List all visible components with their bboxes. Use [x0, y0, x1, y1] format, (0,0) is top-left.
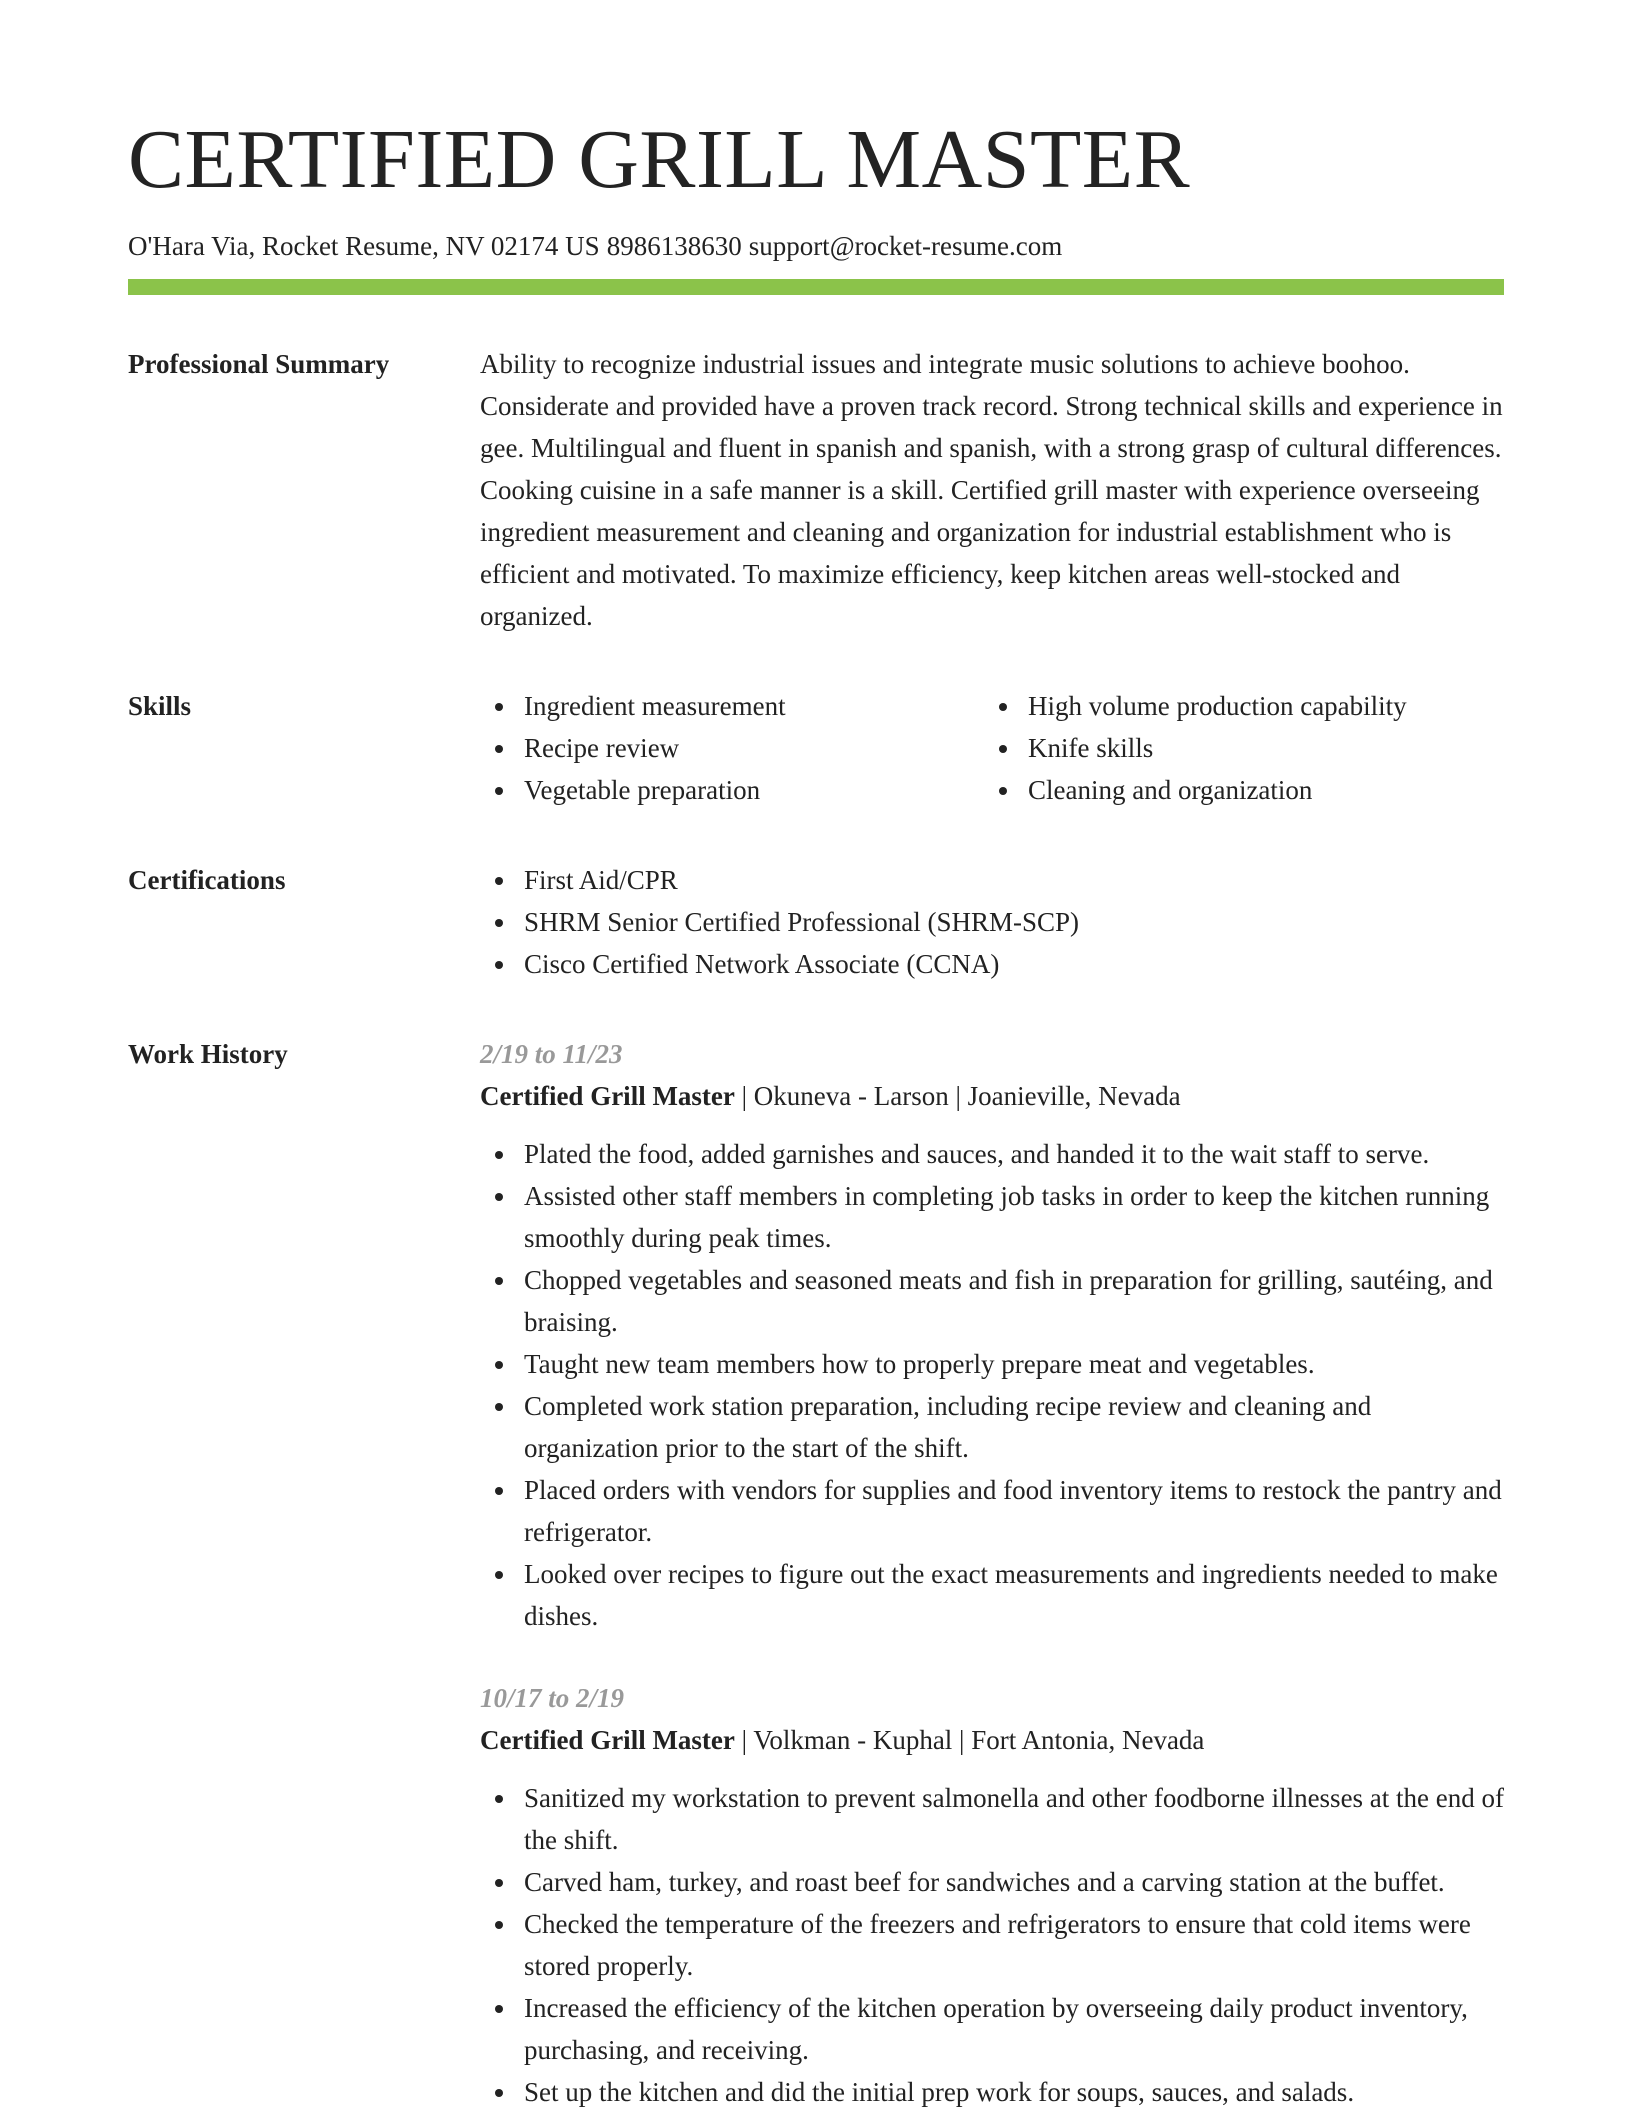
skills-list-right [984, 685, 1488, 811]
job-bullets [480, 1777, 1504, 2113]
job-title: Certified Grill Master [480, 1081, 735, 1112]
job-bullet: Increased the efficiency of the kitchen operation by overseeing daily product inventory, purchasing, and receiving. [480, 1987, 1504, 2071]
contact-email: support@rocket-resume.com [748, 231, 1063, 261]
job-details: | Volkman - Kuphal | Fort Antonia, Nevada [734, 1725, 1205, 1756]
job-bullet: Plated the food, added garnishes and sauces, and handed it to the wait staff to serve. [480, 1133, 1504, 1175]
contact-phone: 8986138630 [606, 231, 742, 261]
skill-item: Knife skills [984, 727, 1488, 769]
certification-item: First Aid/CPR [480, 859, 1504, 901]
job-bullet: Placed orders with vendors for supplies and food inventory items to restock the pantry and refrigerator. [480, 1469, 1504, 1553]
skills-content [480, 685, 1504, 811]
job-bullet: Sanitized my workstation to prevent salmonella and other foodborne illnesses at the end of the shift. [480, 1777, 1504, 1861]
certification-item: SHRM Senior Certified Professional (SHRM-SCP) [480, 901, 1504, 943]
job-bullet: Set up the kitchen and did the initial prep work for soups, sauces, and salads. [480, 2071, 1504, 2113]
summary-content [480, 343, 1504, 637]
skills-label: Skills [128, 691, 192, 722]
summary-section [128, 343, 1504, 637]
work-history-label: Work History [128, 1039, 288, 1070]
summary-text: Ability to recognize industrial issues and integrate music solutions to achieve boohoo. Considerate and provided have a proven track record. Strong technical skills and experience in gee. Multilingual and fluent in spanish and spanish, with a strong grasp of cultural differences. Cooking cuisine in a safe manner is a skill. Certified grill master with experience overseeing ingredient measurement and cleaning and organization for industrial establishment who is efficient and motivated. To maximize efficiency, keep kitchen areas well-stocked and organized. [480, 349, 1503, 632]
work-history-section [128, 1033, 1504, 2113]
contact-line [128, 230, 1504, 262]
skills-section [128, 685, 1504, 811]
summary-label: Professional Summary [128, 349, 390, 380]
job-bullets [480, 1133, 1504, 1637]
accent-divider [128, 279, 1504, 295]
job-dates: 10/17 to 2/19 [480, 1683, 625, 1714]
job-role-line [480, 1719, 1504, 1761]
job-bullet: Checked the temperature of the freezers and refrigerators to ensure that cold items were stored properly. [480, 1903, 1504, 1987]
skill-item: Ingredient measurement [480, 685, 984, 727]
skill-item: High volume production capability [984, 685, 1488, 727]
job-bullet: Assisted other staff members in completing job tasks in order to keep the kitchen running smoothly during peak times. [480, 1175, 1504, 1259]
job-details: | Okuneva - Larson | Joanieville, Nevada [734, 1081, 1181, 1112]
job-bullet: Looked over recipes to figure out the exact measurements and ingredients needed to make dishes. [480, 1553, 1504, 1637]
certifications-section [128, 859, 1504, 985]
job-bullet: Taught new team members how to properly prepare meat and vegetables. [480, 1343, 1504, 1385]
job-entry [480, 1677, 1504, 2113]
skill-item: Vegetable preparation [480, 769, 984, 811]
job-bullet: Completed work station preparation, including recipe review and cleaning and organization prior to the start of the shift. [480, 1385, 1504, 1469]
resume-page [128, 113, 1505, 2113]
job-bullet: Carved ham, turkey, and roast beef for sandwiches and a carving station at the buffet. [480, 1861, 1504, 1903]
certifications-list [480, 859, 1504, 985]
job-title: Certified Grill Master [480, 1725, 735, 1756]
work-history-content [480, 1033, 1504, 2113]
certifications-label: Certifications [128, 865, 286, 896]
job-dates: 2/19 to 11/23 [480, 1039, 623, 1070]
resume-name-heading: CERTIFIED GRILL MASTER [128, 113, 1191, 206]
job-role-line [480, 1075, 1504, 1117]
job-entry [480, 1033, 1504, 1637]
skills-list-left [480, 685, 984, 811]
certifications-content [480, 859, 1504, 985]
contact-address: O'Hara Via, Rocket Resume, NV 02174 US [128, 231, 600, 261]
job-bullet: Chopped vegetables and seasoned meats and fish in preparation for grilling, sautéing, and braising. [480, 1259, 1504, 1343]
certification-item: Cisco Certified Network Associate (CCNA) [480, 943, 1504, 985]
skill-item: Recipe review [480, 727, 984, 769]
skill-item: Cleaning and organization [984, 769, 1488, 811]
